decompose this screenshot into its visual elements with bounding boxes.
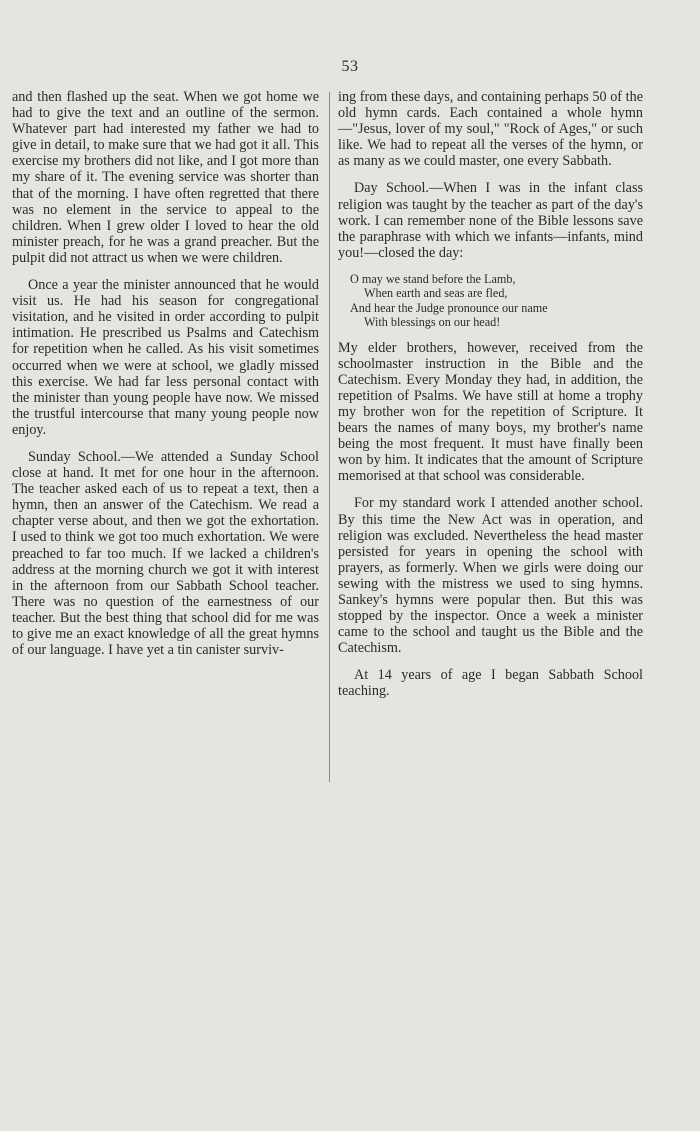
verse-line: And hear the Judge pronounce our name bbox=[350, 300, 548, 315]
paragraph: Day School.—When I was in the infant class religion was taught by the teacher as part of the day's work. I can remember none of the Bible lessons save the paraphrase with which we infants—infants, mind you!—closed the day: bbox=[338, 180, 643, 261]
page-number: 53 bbox=[341, 58, 359, 75]
verse-line: With blessings on our head! bbox=[364, 315, 501, 330]
paragraph: Once a year the minister announced that he would visit us. He had his season for congregational visitation, and he visited in order according to pulpit intimation. He prescribed us Psalms and Catechism for repetition when he called. As his visit sometimes occurred when we were at school, we gladly missed this exercise. We had far less personal contact with the minister than young people have now. We missed the trustful intercourse that many young people now enjoy. bbox=[12, 277, 319, 438]
paragraph: and then flashed up the seat. When we got home we had to give the text and an outline of the sermon. Whatever part had interested my father we had to give in detail, to make sure that we had got it all. This exercise my brothers did not like, and I got more than my share of it. The evening service was shorter than that of the morning. I have often regretted that there was no element in the service to appeal to the children. When I grew older I loved to hear the old minister preach, for he was a grand preacher. But the pulpit did not attract us when we were children. bbox=[12, 89, 319, 266]
paragraph: At 14 years of age I began Sabbath School teaching. bbox=[338, 667, 643, 700]
paraphrase-verse bbox=[350, 272, 643, 330]
paragraph: My elder brothers, however, received from the schoolmaster instruction in the Bible and the Catechism. Every Monday they had, in addition, the repetition of Psalms. We have still at home a trophy my brother won for the repetition of Scripture. It bears the names of many boys, my brother's name being the most frequent. It must have finally been won by him. It indicates that the amount of Scripture memorised at that school was considerable. bbox=[338, 339, 643, 485]
column-divider bbox=[329, 92, 330, 782]
verse-line: O may we stand before the Lamb, bbox=[350, 271, 516, 286]
paragraph: ing from these days, and containing perhaps 50 of the old hymn cards. Each contained a whole hymn—"Jesus, lover of my soul," "Rock of Ages," or such like. We had to repeat all the verses of the hymn, or as many as we could master, one every Sabbath. bbox=[338, 89, 643, 170]
verse-line: When earth and seas are fled, bbox=[364, 286, 508, 301]
paragraph: Sunday School.—We attended a Sunday School close at hand. It met for one hour in the afternoon. The teacher asked each of us to repeat a text, then a hymn, then an answer of the Catechism. We read a chapter verse about, and then we got the exhortation. I used to think we got too much exhortation. We were preached to far too much. If we lacked a children's address at the morning church we got it with interest in the afternoon from our Sabbath School teacher. There was no question of the earnestness of our teacher. But the best thing that school did for me was to give me an exact knowledge of all the great hymns of our language. I have yet a tin canister surviv- bbox=[12, 448, 319, 659]
right-column bbox=[338, 89, 643, 711]
paragraph: For my standard work I attended another school. By this time the New Act was in operation, and religion was excluded. Nevertheless the head master persisted for years in opening the school with prayers, as formerly. When we girls were doing our sewing with the mistress we used to sing hymns. Sankey's hymns were popular then. But this was stopped by the inspector. Once a week a minister came to the school and taught us the Bible and the Catechism. bbox=[338, 495, 643, 657]
left-column bbox=[12, 89, 319, 669]
